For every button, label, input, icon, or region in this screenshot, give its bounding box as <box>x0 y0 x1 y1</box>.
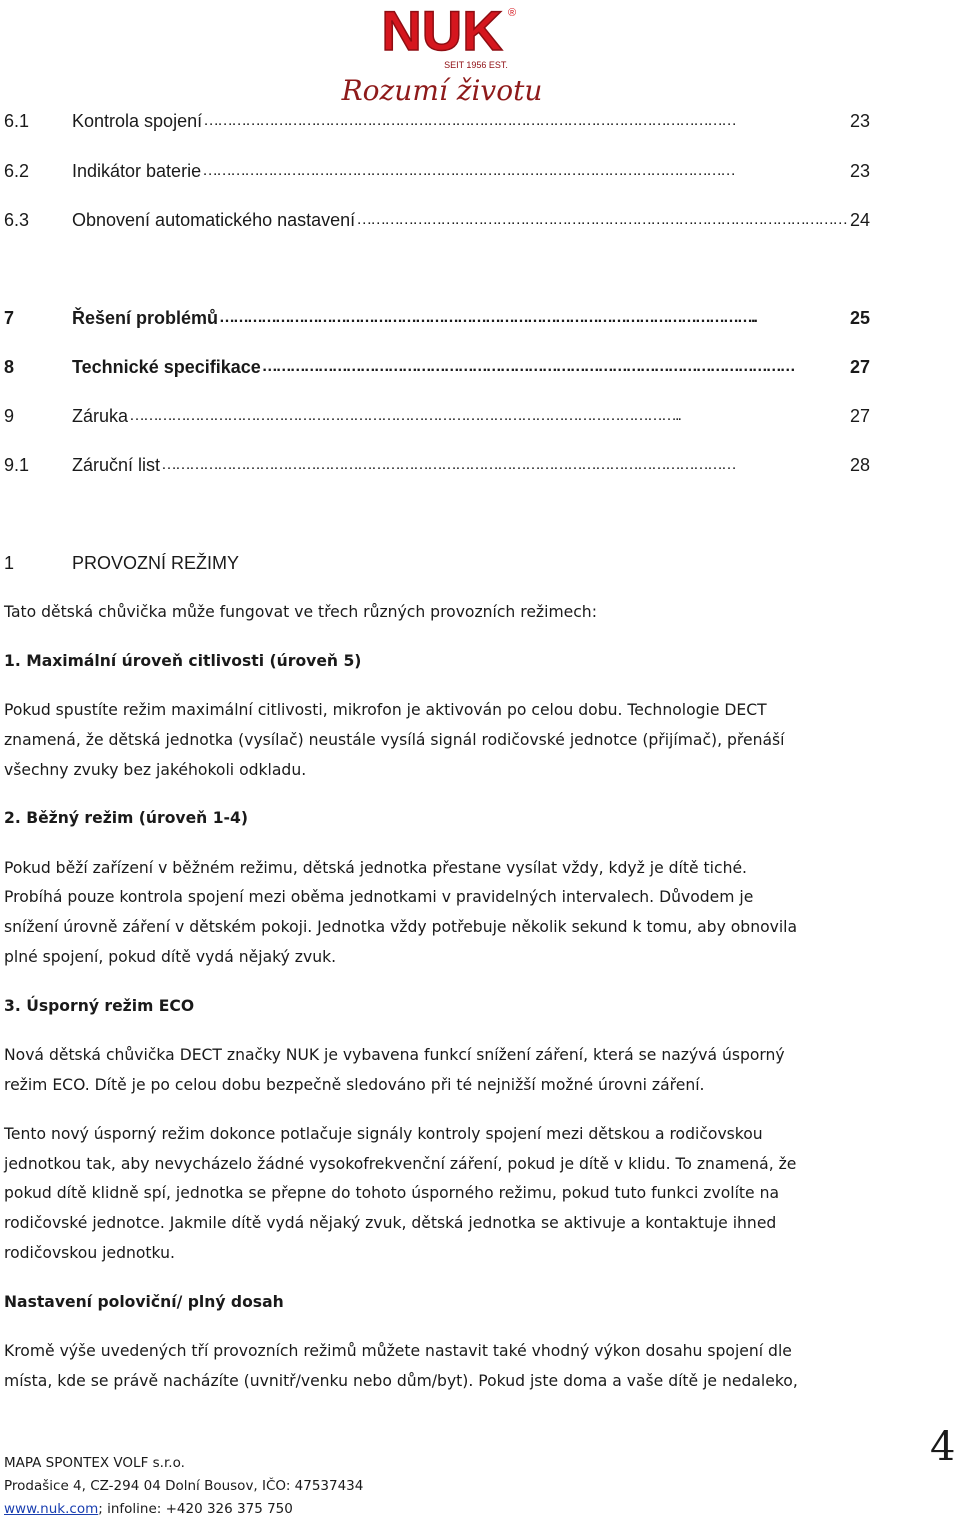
toc-leader: …………………………………………………………………………………………………… <box>261 358 794 375</box>
toc-leader: …………………………………………………………………………………………… <box>356 211 847 228</box>
mode1-line: znamená, že dětská jednotka (vysílač) neustále vysílá signál rodičovské jednotce (přijímač), přenáší <box>4 731 785 749</box>
toc-entry[interactable] <box>4 356 870 378</box>
eco-line: rodičovské jednotce. Jakmile dítě vydá nějaký zvuk, dětská jednotka se aktivuje a kontaktuje ihned <box>4 1214 777 1232</box>
mode2-line: snížení úrovně záření v dětském pokoji. Jednotka vždy potřebuje několik sekund k tomu, aby obnovila <box>4 918 798 936</box>
toc-leader: …………………………………………………………………………………………………… <box>202 162 735 179</box>
toc-number: 9.1 <box>4 455 30 475</box>
toc-number: 6.3 <box>4 210 30 230</box>
toc-entry[interactable] <box>4 160 870 182</box>
logo-established: SEIT 1956 EST. <box>444 60 508 70</box>
toc-entry[interactable] <box>4 454 870 476</box>
section-number: 1 <box>4 553 15 573</box>
toc-number: 8 <box>4 357 15 377</box>
logo-tagline: Rozumí životu <box>341 74 543 107</box>
toc-title: Indikátor baterie <box>72 161 202 181</box>
nuk-logo <box>326 0 558 108</box>
toc-page: 27 <box>849 357 870 377</box>
toc-leader: ……………………………………………………………………………………………………….. <box>129 407 680 424</box>
toc-number: 6.1 <box>4 111 30 131</box>
mode1-heading: 1. Maximální úroveň citlivosti (úroveň 5) <box>4 652 362 670</box>
toc-page: 25 <box>849 308 870 328</box>
toc-leader: …………………………………………………………………………………………………………… <box>161 456 736 473</box>
toc-title: Kontrola spojení <box>72 111 203 131</box>
mode2-line: plné spojení, pokud dítě vydá nějaký zvuk. <box>4 948 337 966</box>
mode3-heading: 3. Úsporný režim ECO <box>4 997 195 1015</box>
toc-entry[interactable] <box>4 405 870 427</box>
toc-title: Záruka <box>72 406 129 426</box>
footer-address: Prodašice 4, CZ-294 04 Dolní Bousov, IČO: 47537434 <box>4 1478 364 1494</box>
section-title: PROVOZNÍ REŽIMY <box>72 553 240 573</box>
mode3-line: režim ECO. Dítě je po celou dobu bezpečně sledováno při té nejnižší možné úrovni záření. <box>4 1076 705 1094</box>
toc-number: 6.2 <box>4 161 30 181</box>
mode1-line: Pokud spustíte režim maximální citlivosti, mikrofon je aktivován po celou dobu. Technologie DECT <box>4 701 767 719</box>
toc-entry[interactable] <box>4 307 870 329</box>
website-link[interactable]: www.nuk.com <box>4 1501 99 1517</box>
eco-line: rodičovskou jednotku. <box>4 1244 175 1262</box>
toc-title: Technické specifikace <box>72 357 261 377</box>
section-intro: Tato dětská chůvička může fungovat ve třech různých provozních režimech: <box>4 603 597 621</box>
eco-line: jednotkou tak, aby nevycházelo žádné vysokofrekvenční záření, pokud je dítě v klidu. To znamená, že <box>4 1155 797 1173</box>
section-heading <box>4 552 870 574</box>
mode2-heading: 2. Běžný režim (úroveň 1-4) <box>4 809 249 827</box>
range-line: Kromě výše uvedených tří provozních režimů můžete nastavit také vhodný výkon dosahu spojení dle <box>4 1342 792 1360</box>
toc-page: 28 <box>849 455 870 475</box>
toc-number: 9 <box>4 406 15 426</box>
mode1-line: všechny zvuky bez jakéhokoli odkladu. <box>4 761 307 779</box>
toc-page: 27 <box>849 406 870 426</box>
footer-infoline: ; infoline: +420 326 375 750 <box>98 1501 293 1517</box>
page-number: 4 <box>930 1424 956 1470</box>
nuk-logo-graphic <box>326 0 558 108</box>
toc-page: 24 <box>849 210 870 230</box>
logo-wordmark: NUK <box>381 0 503 62</box>
toc-page: 23 <box>849 161 870 181</box>
toc-page: 23 <box>849 111 870 131</box>
toc-title: Řešení problémů <box>72 308 219 328</box>
toc-leader: …………………………………………………………………………………………………….. <box>219 309 756 326</box>
range-heading: Nastavení poloviční/ plný dosah <box>4 1293 284 1311</box>
toc-entry[interactable] <box>4 110 870 132</box>
eco-line: Tento nový úsporný režim dokonce potlačuje signály kontroly spojení mezi dětskou a rodičovskou <box>4 1125 763 1143</box>
mode2-line: Probíhá pouze kontrola spojení mezi oběma jednotkami v pravidelných intervalech. Důvodem je <box>4 888 754 906</box>
range-line: místa, kde se právě nacházíte (uvnitř/venku nebo dům/byt). Pokud jste doma a vaše dítě je nedaleko, <box>4 1372 798 1390</box>
footer-contact <box>4 1498 293 1521</box>
toc-entry[interactable] <box>4 209 870 231</box>
toc-leader: …………………………………………………………………………………………………… <box>203 112 736 129</box>
registered-mark: ® <box>508 7 517 19</box>
toc-title: Záruční list <box>72 455 161 475</box>
eco-line: pokud dítě klidně spí, jednotka se přepne do tohoto úsporného režimu, pokud tuto funkci zvolíte na <box>4 1184 780 1202</box>
footer-company: MAPA SPONTEX VOLF s.r.o. <box>4 1455 185 1471</box>
toc-number: 7 <box>4 308 15 328</box>
mode3-line: Nová dětská chůvička DECT značky NUK je vybavena funkcí snížení záření, která se nazývá úsporný <box>4 1046 785 1064</box>
toc-title: Obnovení automatického nastavení <box>72 210 356 230</box>
mode2-line: Pokud běží zařízení v běžném režimu, dětská jednotka přestane vysílat vždy, když je dítě tiché. <box>4 859 748 877</box>
